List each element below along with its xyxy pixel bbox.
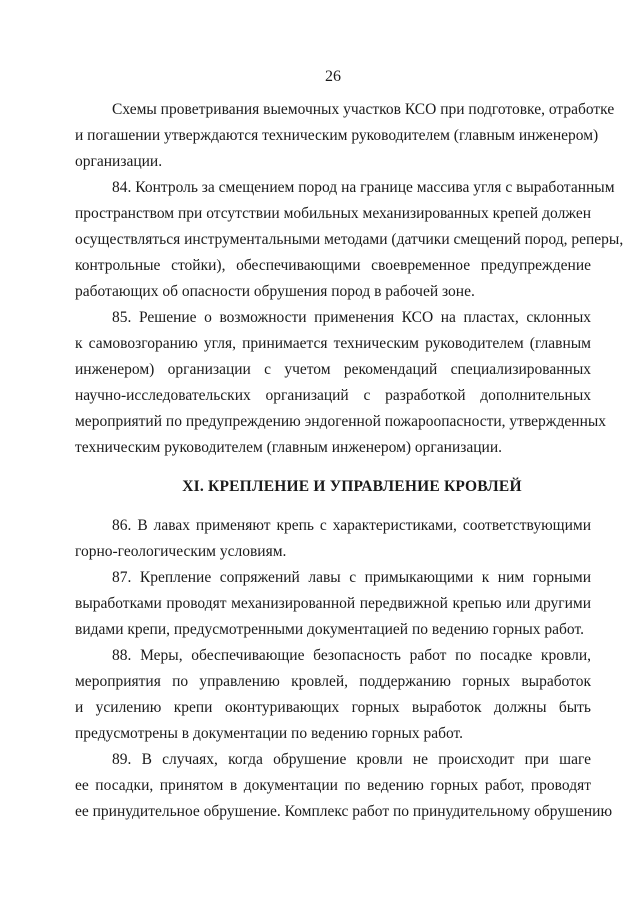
text-line: организации.	[75, 153, 163, 170]
paragraph-84	[75, 175, 624, 305]
text-line: мероприятий по предупреждению эндогенной пожароопасности, утвержденных	[75, 413, 607, 430]
paragraph-89	[75, 747, 613, 825]
text-line: техническим руководителем (главным инженером) организации.	[75, 439, 503, 456]
text-line: к самовозгоранию угля, принимается техническим руководителем (главным	[75, 335, 591, 352]
text-line: инженером) организации с учетом рекомендаций специализированных	[75, 361, 591, 378]
text-line: 85. Решение о возможности применения КСО на пластах, склонных	[112, 309, 591, 326]
text-line: 89. В случаях, когда обрушение кровли не происходит при шаге	[112, 751, 591, 768]
paragraph-86	[75, 513, 591, 565]
text-line: 88. Меры, обеспечивающие безопасность работ по посадке кровли,	[112, 647, 591, 664]
page-number: 26	[325, 68, 341, 85]
text-line: контрольные стойки), обеспечивающими своевременное предупреждение	[75, 257, 591, 274]
paragraph-85	[75, 305, 607, 461]
text-line: Схемы проветривания выемочных участков КСО при подготовке, отработке	[112, 101, 615, 118]
text-line: 84. Контроль за смещением пород на границе массива угля с выработанным	[112, 179, 615, 196]
text-line: 87. Крепление сопряжений лавы с примыкающими к ним горными	[112, 569, 591, 586]
text-line: научно-исследовательских организаций с разработкой дополнительных	[75, 387, 591, 404]
document-body	[75, 97, 624, 825]
section-heading: XI. КРЕПЛЕНИЕ И УПРАВЛЕНИЕ КРОВЛЕЙ	[182, 478, 522, 495]
paragraph-87	[75, 565, 591, 643]
text-line: горно-геологическим условиям.	[75, 543, 287, 560]
paragraph-ventilation-schemes	[75, 97, 615, 175]
text-line: 86. В лавах применяют крепь с характеристиками, соответствующими	[112, 517, 591, 534]
text-line: мероприятия по управлению кровлей, поддержанию горных выработок	[75, 673, 591, 690]
spacer	[75, 500, 591, 513]
text-line: и погашении утверждаются техническим руководителем (главным инженером)	[75, 127, 599, 144]
text-line: выработками проводят механизированной передвижной крепью или другими	[75, 595, 591, 612]
text-line: предусмотрены в документации по ведению горных работ.	[75, 725, 464, 742]
text-line: осуществляться инструментальными методами (датчики смещений пород, реперы,	[75, 231, 624, 248]
text-line: и усилению крепи оконтуривающих горных выработок должны быть	[75, 699, 591, 716]
text-line: пространством при отсутствии мобильных механизированных крепей должен	[75, 205, 591, 222]
spacer	[75, 461, 591, 474]
text-line: ее посадки, принятом в документации по ведению горных работ, проводят	[75, 777, 591, 794]
text-line: видами крепи, предусмотренными документацией по ведению горных работ.	[75, 621, 584, 638]
paragraph-88	[75, 643, 591, 747]
text-line: ее принудительное обрушение. Комплекс работ по принудительному обрушению	[75, 803, 613, 820]
text-line: работающих об опасности обрушения пород в рабочей зоне.	[75, 283, 475, 300]
